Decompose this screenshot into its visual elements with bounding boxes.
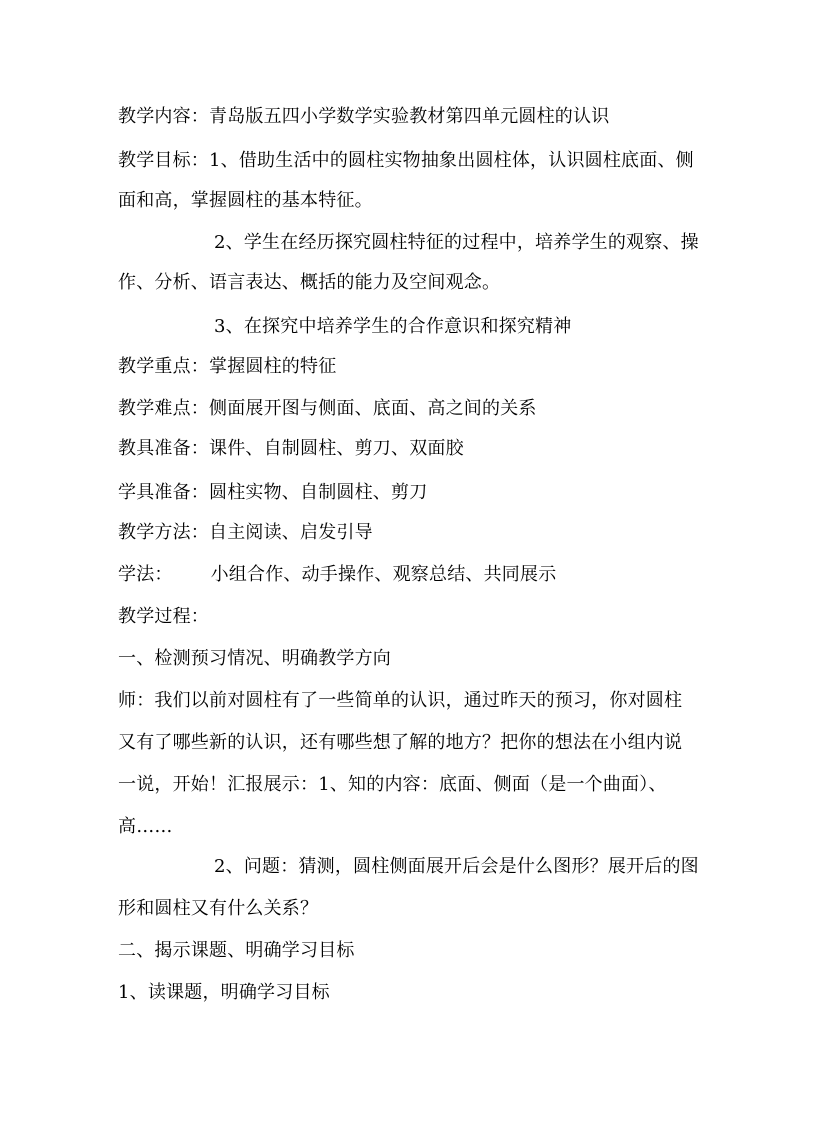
teaching-goal-3-line: 3、在探究中培养学生的合作意识和探究精神 xyxy=(214,316,572,337)
teaching-method-line: 教学方法：自主阅读、启发引导 xyxy=(118,522,373,543)
teacher-line-2: 又有了哪些新的认识，还有哪些想了解的地方？把你的想法在小组内说 xyxy=(118,732,683,753)
study-method-text: 小组合作、动手操作、观察总结、共同展示 xyxy=(210,564,557,585)
teaching-goal-line-2: 面和高，掌握圆柱的基本特征。 xyxy=(118,190,373,211)
teaching-content-line: 教学内容：青岛版五四小学数学实验教材第四单元圆柱的认识 xyxy=(118,106,610,127)
section-two-heading: 二、揭示课题、明确学习目标 xyxy=(118,940,355,961)
study-method-line xyxy=(118,564,556,586)
teacher-line-1: 师：我们以前对圆柱有了一些简单的认识，通过昨天的预习，你对圆柱 xyxy=(118,690,683,711)
teaching-focus-line: 教学重点：掌握圆柱的特征 xyxy=(118,356,337,377)
section-one-heading: 一、检测预习情况、明确教学方向 xyxy=(118,648,391,669)
teaching-process-heading: 教学过程： xyxy=(118,606,209,627)
teaching-goal-line-1: 教学目标：1、借助生活中的圆柱实物抽象出圆柱体，认识圆柱底面、侧 xyxy=(118,150,694,171)
teaching-difficulty-line: 教学难点：侧面展开图与侧面、底面、高之间的关系 xyxy=(118,398,537,419)
teaching-goal-2-line-2: 作、分析、语言表达、概括的能力及空间观念。 xyxy=(118,272,501,293)
question-line-2: 形和圆柱又有什么关系？ xyxy=(118,898,319,919)
teacher-line-3: 一说，开始！汇报展示：1、知的内容：底面、侧面（是一个曲面）、 xyxy=(118,774,667,795)
question-line-1: 2、问题：猜测，圆柱侧面展开后会是什么图形？展开后的图 xyxy=(214,856,699,877)
teaching-aids-line: 教具准备：课件、自制圆柱、剪刀、双面胶 xyxy=(118,438,464,459)
teacher-line-4: 高…… xyxy=(118,816,173,837)
study-method-label: 学法： xyxy=(118,564,173,585)
read-title-line: 1、读课题，明确学习目标 xyxy=(118,982,330,1003)
teaching-goal-2-line-1: 2、学生在经历探究圆柱特征的过程中，培养学生的观察、操 xyxy=(214,232,699,253)
student-aids-line: 学具准备：圆柱实物、自制圆柱、剪刀 xyxy=(118,482,428,503)
